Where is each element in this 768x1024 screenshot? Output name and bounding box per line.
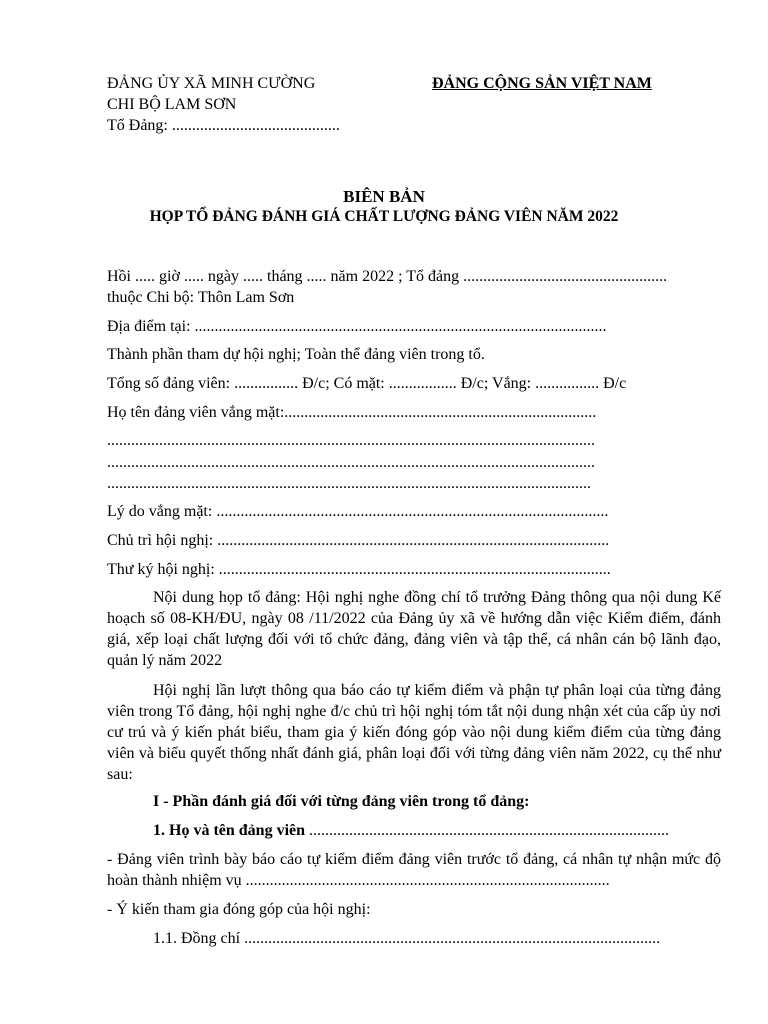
location-line: Địa điểm tại: ....................................................................................................... [107, 318, 607, 335]
opinion-line: - Ý kiến tham gia đóng góp của hội nghị: [107, 901, 371, 918]
document-title: BIÊN BẢN [343, 187, 425, 206]
participants-line: Thành phần tham dự hội nghị; Toàn thể đảng viên trong tổ. [107, 346, 485, 363]
secretary-line: Thư ký hội nghị: .................................................................................................. [107, 561, 611, 578]
header-party-name: ĐẢNG CỘNG SẢN VIỆT NAM [432, 75, 652, 92]
member-count-line: Tổng số đảng viên: ................ Đ/c; Có mặt: ................. Đ/c; Vắng: ................ Đ/c [107, 375, 627, 392]
dotted-line: .......................................................................................................................... [107, 454, 595, 471]
header-party-group: Tổ Đảng: .......................................... [107, 117, 340, 134]
time-line: Hồi ..... giờ ..... ngày ..... tháng ..... năm 2022 ; Tổ đảng ................................................... [107, 268, 668, 285]
header-party-committee: ĐẢNG ỦY XÃ MINH CƯỜNG [107, 75, 316, 92]
document-subtitle: HỌP TỔ ĐẢNG ĐÁNH GIÁ CHẤT LƯỢNG ĐẢNG VIÊN NĂM 2022 [149, 208, 619, 225]
dotted-line: ......................................................................................................................... [107, 475, 591, 492]
header-branch: CHI BỘ LAM SƠN [107, 96, 237, 113]
member-name-line [153, 822, 669, 840]
section-heading: I - Phần đánh giá đối với từng đảng viên trong tổ đảng: [153, 793, 530, 810]
review-paragraph: Hội nghị lần lượt thông qua báo cáo tự kiểm điểm và phận tự phân loại của từng đảng viên trong Tổ đảng, hội nghị nghe đ/c chủ trì hội nghị tóm tắt nội dung nhận xét của cấp ủy nơi cư trú và ý kiến phát biểu, tham gia ý kiến đóng góp vào nội dung kiểm điểm của từng đảng viên và biểu quyết thống nhất đánh giá, phân loại đối với từng đảng viên năm 2022, cụ thể như sau: [107, 682, 721, 783]
self-report-paragraph: - Đảng viên trình bày báo cáo tự kiểm điểm đảng viên trước tổ đảng, cá nhân tự nhận mức độ hoàn thành nhiệm vụ ........................................................................................... [107, 851, 721, 889]
dotted-line: .......................................................................................................................... [107, 432, 595, 449]
absent-reason-line: Lý do vắng mặt: .................................................................................................. [107, 503, 609, 520]
member-name-dots: .......................................................................................... [305, 822, 670, 839]
absent-names-line: Họ tên đảng viên vắng mặt:.............................................................................. [107, 404, 597, 421]
chair-line: Chủ trì hội nghị: .................................................................................................. [107, 532, 610, 549]
branch-line: thuộc Chi bộ: Thôn Lam Sơn [107, 289, 295, 306]
member-name-label: 1. Họ và tên đảng viên [153, 822, 306, 839]
comrade-line: 1.1. Đồng chí ........................................................................................................ [153, 930, 661, 947]
meeting-content-paragraph: Nội dung họp tổ đảng: Hội nghị nghe đồng chí tổ trưởng Đảng thông qua nội dung Kế hoạch số 08-KH/ĐU, ngày 08 /11/2022 của Đảng ủy xã về hướng dẫn việc Kiểm điểm, đánh giá, xếp loại chất lượng đối với tổ chức đảng, đảng viên và tập thể, cá nhân cán bộ lãnh đạo, quản lý năm 2022 [107, 589, 721, 669]
